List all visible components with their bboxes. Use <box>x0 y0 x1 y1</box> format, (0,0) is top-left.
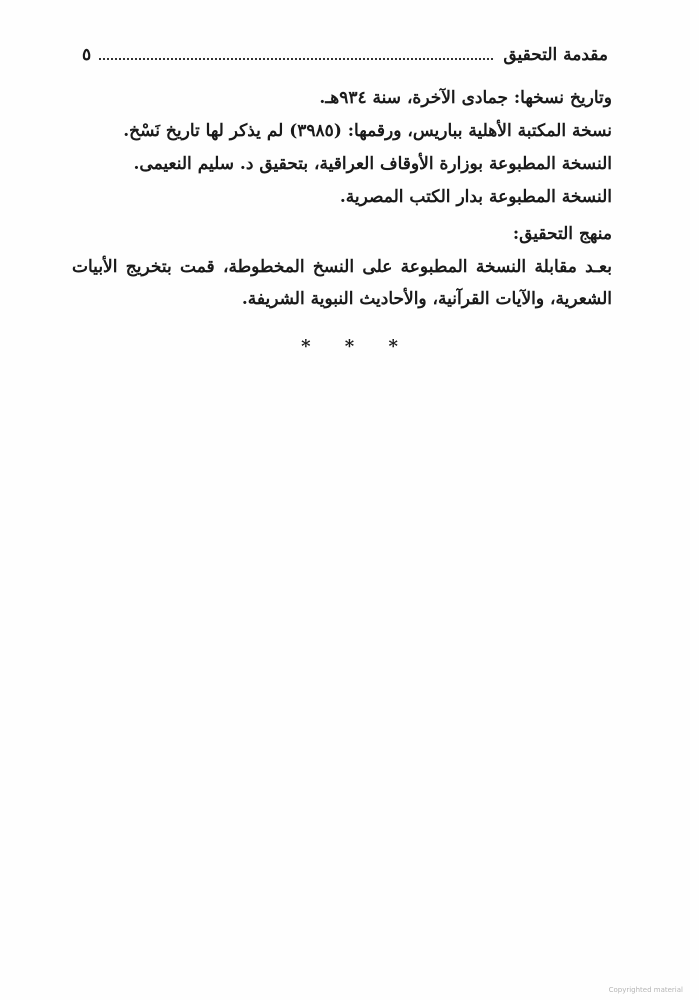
running-header <box>82 40 608 70</box>
text-line-iraq-edition: النسخة المطبوعة بوزارة الأوقاف العراقية، بتحقيق د. سليم النعيمى. <box>133 154 612 174</box>
text-line-egypt-edition: النسخة المطبوعة بدار الكتب المصرية. <box>339 187 612 207</box>
section-heading: منهج التحقيق: <box>512 224 612 244</box>
text-line-paris-copy: نسخة المكتبة الأهلية بباريس، ورقمها: (٣٩٨٥) لم يذكر لها تاريخ نَسْخ. <box>123 121 612 141</box>
page-number: ٥ <box>82 45 92 65</box>
copyright-watermark: Copyrighted material <box>608 986 683 994</box>
chapter-title: مقدمة التحقيق <box>503 45 608 65</box>
page-body <box>72 82 612 315</box>
section-separator: * * * <box>301 336 412 357</box>
dotted-leader <box>99 58 493 60</box>
method-paragraph: بعـد مقابلة النسخة المطبوعة على النسخ المخطوطة، قمت بتخريج الأبيات الشعرية، والآيات القرآنية، والأحاديث النبوية الشريفة. <box>72 257 612 309</box>
text-line-date: وتاريخ نسخها: جمادى الآخرة، سنة ٩٣٤هـ. <box>319 88 612 108</box>
